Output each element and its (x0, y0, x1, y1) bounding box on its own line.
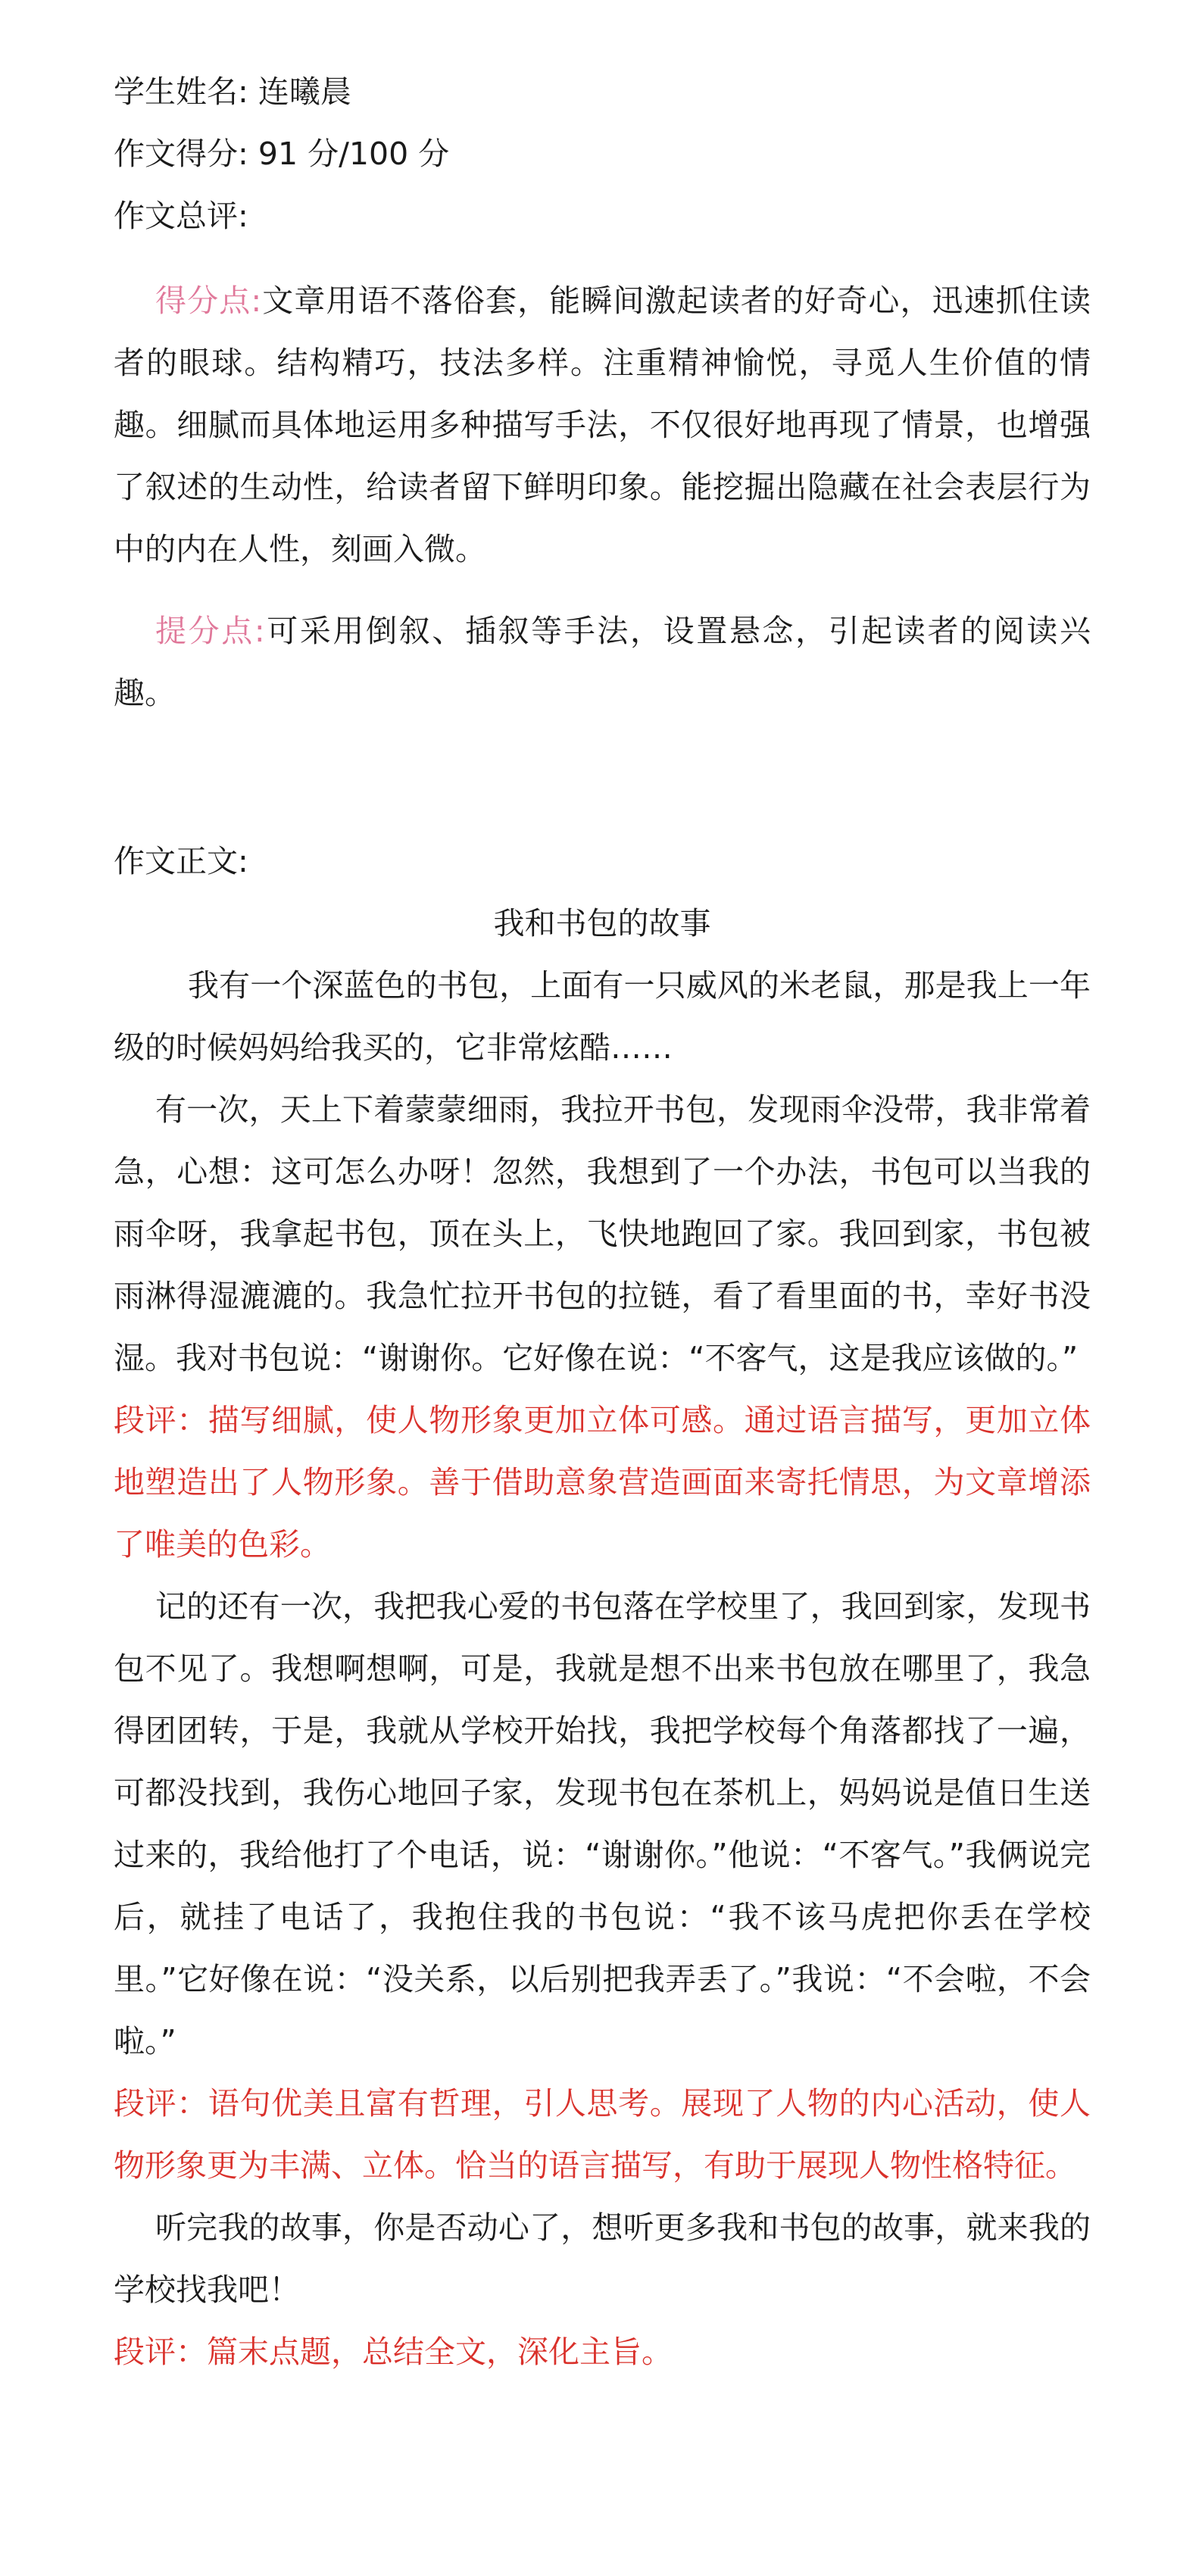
strengths-text: 文章用语不落俗套，能瞬间激起读者的好奇心，迅速抓住读者的眼球。结构精巧，技法多样。注重精神愉悦，寻觅人生价值的情趣。细腻而具体地运用多种描写手法，不仅很好地再现了情景，也增强了叙述的生动性，给读者留下鲜明印象。能挖掘出隐藏在社会表层行为中的内在人性，刻画入微。 (114, 283, 1091, 567)
essay-paragraph-2: 有一次，天上下着蒙蒙细雨，我拉开书包，发现雨伞没带，我非常着急，心想：这可怎么办呀！忽然，我想到了一个办法，书包可以当我的雨伞呀，我拿起书包，顶在头上，飞快地跑回了家。我回到家，书包被雨淋得湿漉漉的。我急忙拉开书包的拉链，看了看里面的书，幸好书没湿。我对书包说：“谢谢你。它好像在说：“不客气，这是我应该做的。” (114, 1091, 1091, 1376)
essay-title: 我和书包的故事 (493, 905, 711, 941)
essay-document (114, 61, 1091, 2383)
score-value: 91 分/100 分 (258, 136, 450, 172)
essay-paragraph-3: 记的还有一次，我把我心爱的书包落在学校里了，我回到家，发现书包不见了。我想啊想啊，可是，我就是想不出来书包放在哪里了，我急得团团转，于是，我就从学校开始找，我把学校每个角落都找了一遍，可都没找到，我伤心地回子家，发现书包在茶机上，妈妈说是值日生送过来的，我给他打了个电话，说：“谢谢你。”他说：“不客气。”我俩说完后，就挂了电话了，我抱住我的书包说：“我不该马虎把你丢在学校里。”它好像在说：“没关系，以后别把我弄丢了。”我说：“不会啦，不会啦。” (114, 1588, 1091, 2059)
score-line (114, 123, 1091, 185)
improve-text: 可采用倒叙、插叙等手法，设置悬念，引起读者的阅读兴趣。 (114, 613, 1091, 711)
improve-paragraph (114, 600, 1091, 724)
strengths-label: 得分点: (155, 283, 262, 319)
strengths-paragraph (114, 270, 1091, 580)
essay-paragraph-1: 我有一个深蓝色的书包，上面有一只威风的米老鼠，那是我上一年级的时候妈妈给我买的，它非常炫酷…… (114, 967, 1091, 1066)
student-name-line (114, 61, 1091, 123)
review-label: 作文总评: (114, 198, 248, 234)
paragraph-comment-1: 段评：描写细腻，使人物形象更加立体可感。通过语言描写，更加立体地塑造出了人物形象。善于借助意象营造画面来寄托情思，为文章增添了唯美的色彩。 (114, 1402, 1091, 1563)
student-name: 连曦晨 (258, 73, 351, 110)
student-name-label: 学生姓名: (114, 73, 248, 110)
improve-label: 提分点: (155, 613, 265, 649)
paragraph-comment-3: 段评：篇末点题，总结全文，深化主旨。 (114, 2334, 673, 2370)
paragraph-comment-2: 段评：语句优美且富有哲理，引人思考。展现了人物的内心活动，使人物形象更为丰满、立体。恰当的语言描写，有助于展现人物性格特征。 (114, 2085, 1091, 2184)
essay-paragraph-4: 听完我的故事，你是否动心了，想听更多我和书包的故事，就来我的学校找我吧！ (114, 2209, 1091, 2308)
essay-body-label: 作文正文: (114, 843, 248, 879)
score-label: 作文得分: (114, 136, 248, 172)
